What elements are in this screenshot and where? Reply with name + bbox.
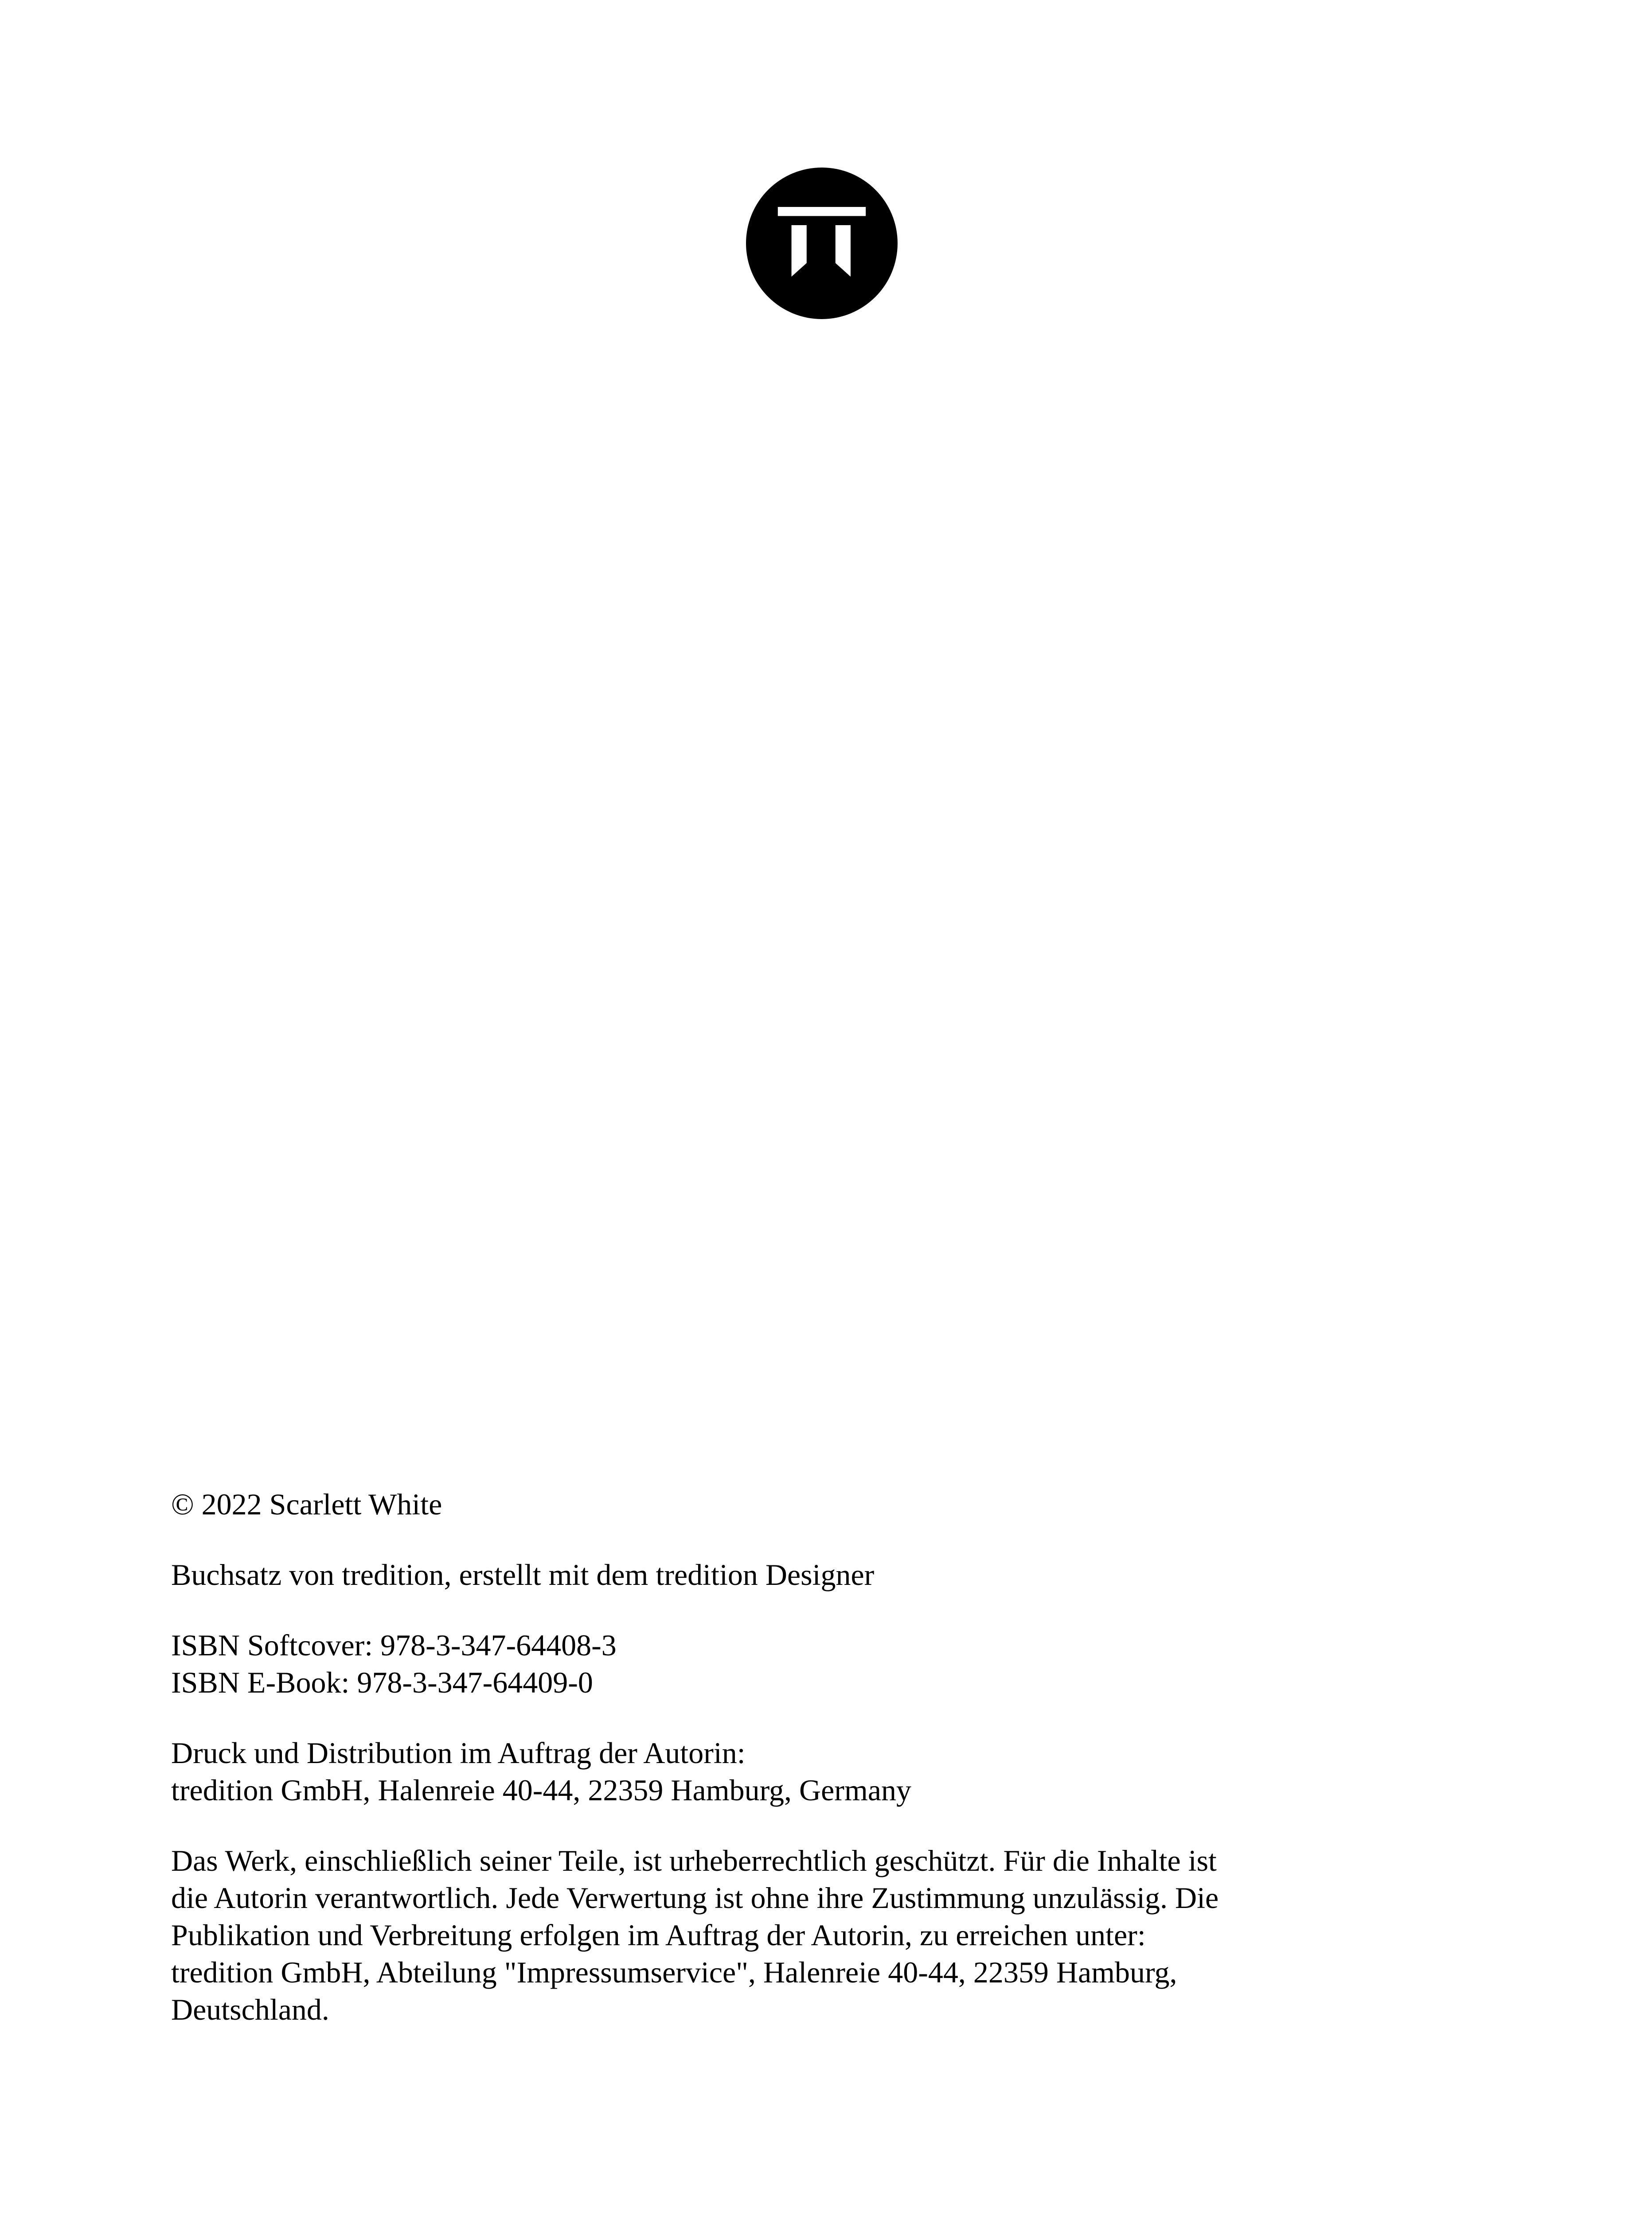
legal-line: Deutschland. xyxy=(171,1993,329,2026)
isbn-block xyxy=(171,1627,1492,1701)
copyright-notice: © 2022 Scarlett White xyxy=(171,1487,442,1521)
tredition-t-logo-icon xyxy=(746,168,898,319)
imprint-block xyxy=(171,1486,1492,2028)
legal-notice xyxy=(171,1842,1492,2028)
legal-line: Publikation und Verbreitung erfolgen im Auftrag der Autorin, zu erreichen unter: xyxy=(171,1918,1146,1952)
typesetting-credit: Buchsatz von tredition, erstellt mit dem tredition Designer xyxy=(171,1558,875,1592)
legal-line: tredition GmbH, Abteilung "Impressumservice", Halenreie 40-44, 22359 Hamburg, xyxy=(171,1955,1177,1989)
distribution-line: Druck und Distribution im Auftrag der Autorin: xyxy=(171,1736,746,1770)
isbn-ebook: ISBN E-Book: 978-3-347-64409-0 xyxy=(171,1666,593,1699)
publisher-address: tredition GmbH, Halenreie 40-44, 22359 Hamburg, Germany xyxy=(171,1773,912,1807)
publisher-logo xyxy=(746,168,898,319)
legal-line: die Autorin verantwortlich. Jede Verwertung ist ohne ihre Zustimmung unzulässig. Die xyxy=(171,1881,1219,1915)
legal-line: Das Werk, einschließlich seiner Teile, ist urheberrechtlich geschützt. Für die Inhalte ist xyxy=(171,1844,1217,1877)
isbn-softcover: ISBN Softcover: 978-3-347-64408-3 xyxy=(171,1628,617,1662)
distribution-block xyxy=(171,1734,1492,1809)
